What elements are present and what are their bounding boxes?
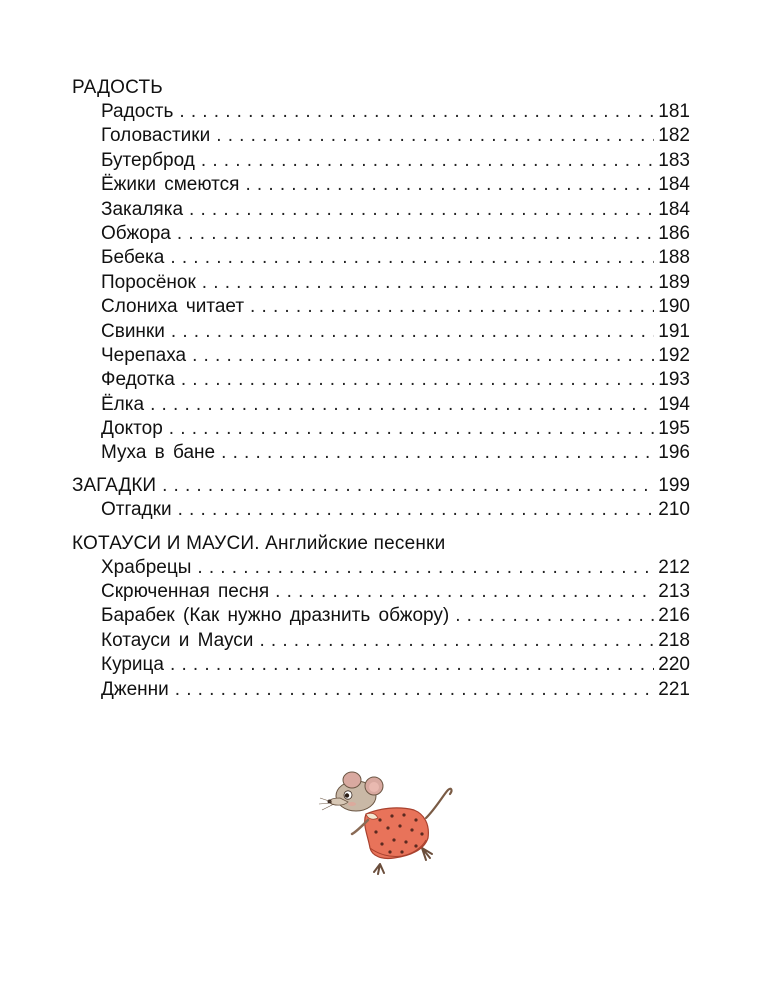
section-heading-kotausi[interactable]: КОТАУСИ И МАУСИ. Английские песенки	[72, 532, 446, 554]
dot-leader	[162, 474, 654, 498]
entry-title: Бутерброд	[101, 149, 195, 171]
entry-title: Доктор	[101, 418, 163, 440]
entry-page: 194	[658, 393, 690, 415]
entry-page: 184	[658, 174, 690, 196]
section-heading-page: 199	[658, 474, 690, 496]
toc-entry[interactable]	[72, 441, 690, 465]
table-of-contents	[72, 75, 690, 702]
section-gap	[72, 466, 690, 474]
toc-entry[interactable]	[72, 678, 690, 702]
dot-leader	[192, 344, 654, 368]
entry-page: 210	[658, 499, 690, 521]
toc-entry[interactable]	[72, 417, 690, 441]
section-gap	[72, 523, 690, 531]
toc-entry[interactable]	[72, 320, 690, 344]
dot-leader	[259, 629, 654, 653]
entry-page: 212	[658, 556, 690, 578]
entry-title: Слониха читает	[101, 296, 245, 318]
toc-entry[interactable]	[72, 368, 690, 392]
entry-page: 182	[658, 125, 690, 147]
dot-leader	[177, 222, 654, 246]
entry-page: 189	[658, 271, 690, 293]
dot-leader	[179, 100, 654, 124]
entry-page: 193	[658, 369, 690, 391]
dot-leader	[250, 295, 654, 319]
entry-title: Свинки	[101, 320, 165, 342]
dot-leader	[197, 556, 654, 580]
entry-page: 195	[658, 418, 690, 440]
entry-page: 190	[658, 296, 690, 318]
section-entries-radost	[72, 100, 690, 466]
dot-leader	[169, 417, 655, 441]
entry-title: Ёлка	[101, 393, 145, 415]
dot-leader	[171, 320, 654, 344]
toc-entry[interactable]	[72, 149, 690, 173]
entry-title: Курица	[101, 654, 164, 676]
dot-leader	[170, 653, 654, 677]
dot-leader	[189, 198, 654, 222]
dot-leader	[455, 604, 654, 628]
entry-page: 186	[658, 222, 690, 244]
entry-title: Обжора	[101, 222, 171, 244]
entry-title: Барабек (Как нужно дразнить обжору)	[101, 605, 450, 627]
toc-entry[interactable]	[72, 556, 690, 580]
dot-leader	[216, 124, 654, 148]
toc-entry[interactable]	[72, 124, 690, 148]
dot-leader	[181, 368, 654, 392]
toc-entry[interactable]	[72, 653, 690, 677]
dot-leader	[201, 149, 654, 173]
dot-leader	[221, 441, 654, 465]
entry-title: Бебека	[101, 247, 165, 269]
toc-entry[interactable]	[72, 295, 690, 319]
dot-leader	[170, 246, 654, 270]
entry-title: Котауси и Мауси	[101, 629, 254, 651]
entry-page: 191	[658, 320, 690, 342]
entry-page: 213	[658, 581, 690, 603]
entry-page: 188	[658, 247, 690, 269]
toc-entry[interactable]	[72, 222, 690, 246]
toc-entry[interactable]	[72, 629, 690, 653]
entry-title: Закаляка	[101, 198, 184, 220]
entry-page: 220	[658, 654, 690, 676]
entry-title: Дженни	[101, 678, 169, 700]
entry-title: Радость	[101, 101, 174, 122]
toc-entry[interactable]	[72, 393, 690, 417]
section-heading-title: ЗАГАДКИ	[72, 474, 157, 496]
mouse-in-dress-illustration	[318, 768, 458, 880]
toc-entry[interactable]	[72, 173, 690, 197]
entry-title: Федотка	[101, 369, 175, 391]
entry-page: 192	[658, 344, 690, 366]
dot-leader	[202, 271, 655, 295]
entry-title: Храбрецы	[101, 556, 192, 578]
section-heading-radost[interactable]: РАДОСТЬ	[72, 77, 163, 98]
toc-entry[interactable]	[72, 246, 690, 270]
toc-entry[interactable]	[72, 344, 690, 368]
entry-page: 183	[658, 149, 690, 171]
entry-title: Муха в бане	[101, 442, 216, 464]
dot-leader	[275, 580, 654, 604]
toc-entry[interactable]	[72, 498, 690, 522]
entry-title: Ёжики смеются	[101, 174, 240, 196]
entry-title: Скрюченная песня	[101, 581, 270, 603]
entry-title: Поросёнок	[101, 271, 196, 293]
toc-entry[interactable]	[72, 580, 690, 604]
dot-leader	[178, 498, 655, 522]
toc-entry[interactable]	[72, 100, 690, 124]
dot-leader	[245, 173, 654, 197]
entry-page: 181	[658, 101, 690, 122]
entry-title: Головастики	[101, 125, 211, 147]
dot-leader	[150, 393, 654, 417]
toc-entry[interactable]	[72, 604, 690, 628]
toc-entry[interactable]	[72, 271, 690, 295]
dot-leader	[175, 678, 655, 702]
entry-page: 196	[658, 442, 690, 464]
section-heading-zagadki[interactable]	[72, 474, 690, 498]
entry-title: Черепаха	[101, 344, 187, 366]
entry-page: 216	[658, 605, 690, 627]
entry-page: 184	[658, 198, 690, 220]
entry-page: 218	[658, 629, 690, 651]
entry-page: 221	[658, 678, 690, 700]
entry-title: Отгадки	[101, 499, 172, 521]
toc-entry[interactable]	[72, 198, 690, 222]
